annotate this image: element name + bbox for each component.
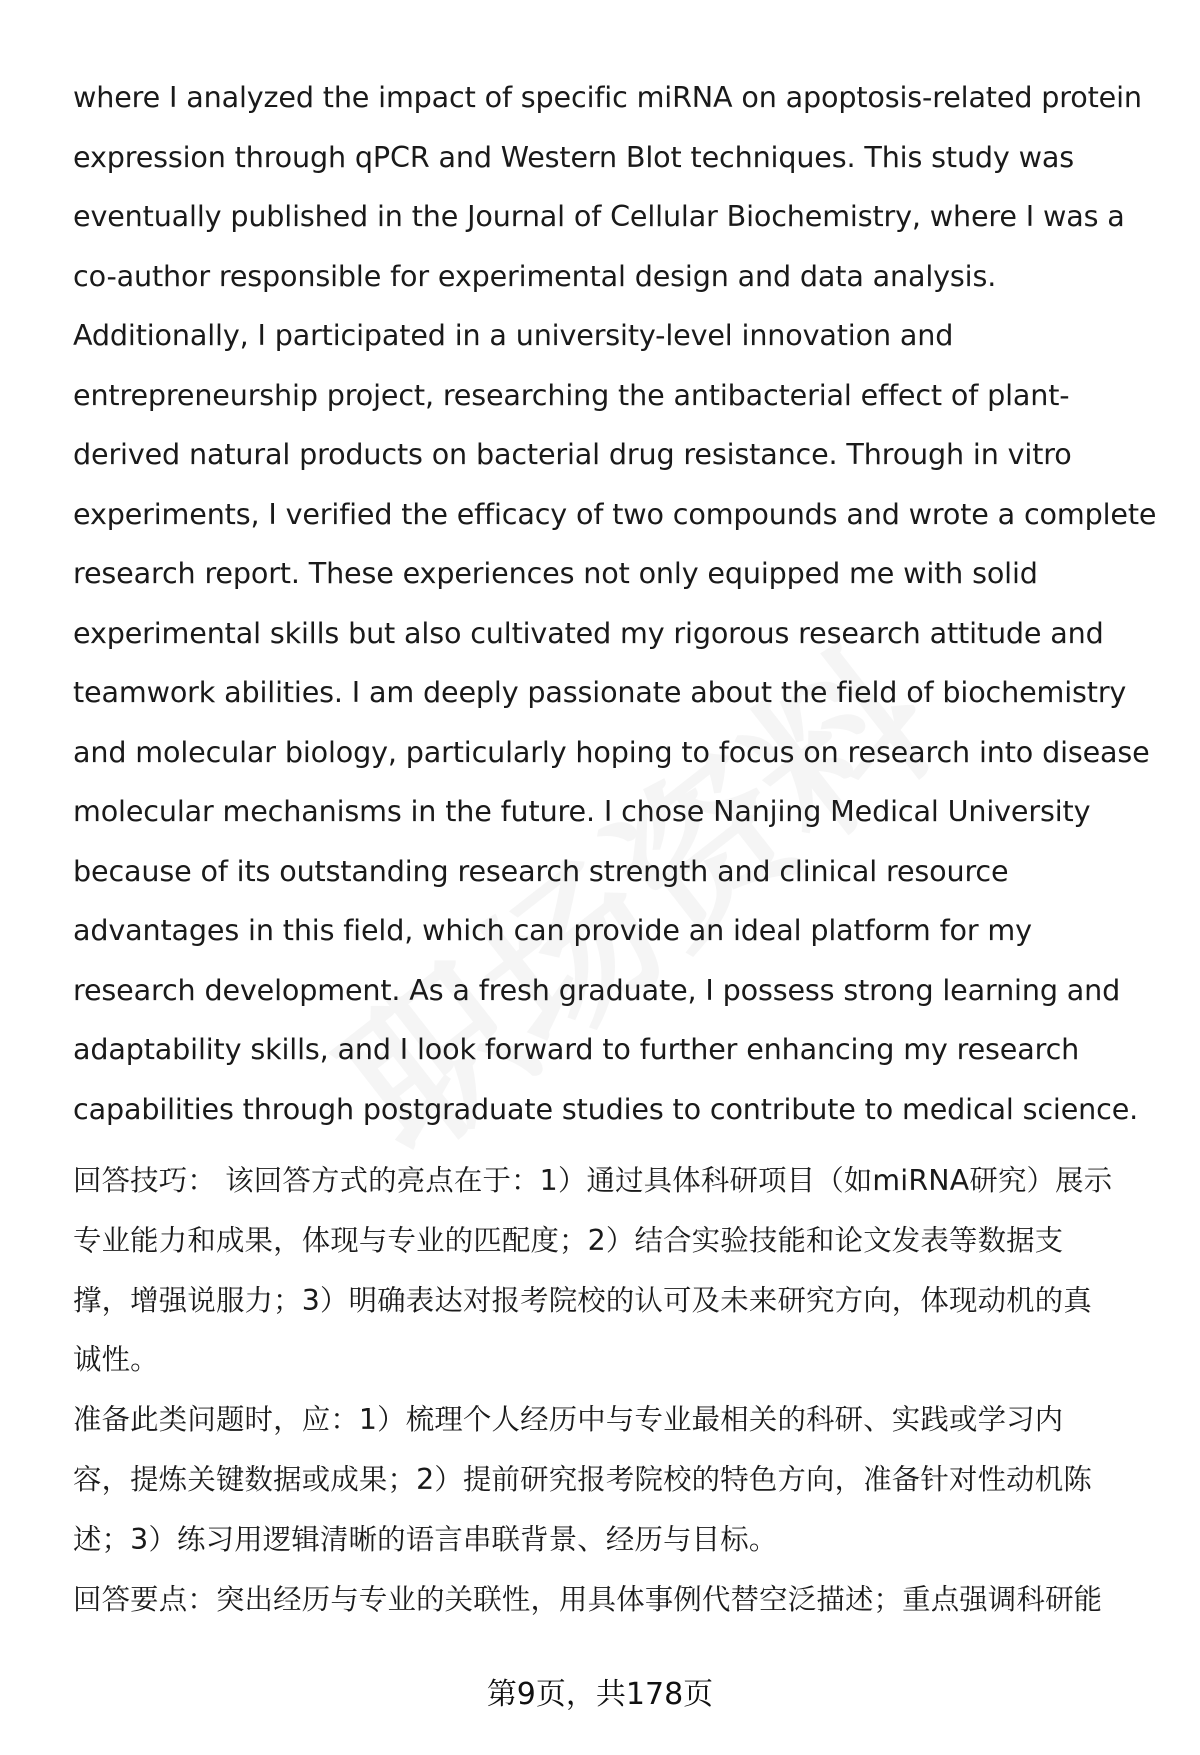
page-content bbox=[73, 68, 1163, 1629]
text-line: advantages in this field, which can provide an ideal platform for my bbox=[73, 913, 1032, 947]
text-line: derived natural products on bacterial drug resistance. Through in vitro bbox=[73, 437, 1072, 471]
preparation-line: 准备此类问题时，应：1）梳理个人经历中与专业最相关的科研、实践或学习内 bbox=[73, 1403, 1064, 1437]
text-line: Additionally, I participated in a university-level innovation and bbox=[73, 318, 954, 352]
preparation-line: 述；3）练习用逻辑清晰的语言串联背景、经历与目标。 bbox=[73, 1522, 778, 1556]
text-line: experimental skills but also cultivated my rigorous research attitude and bbox=[73, 615, 1104, 650]
preparation-line: 容，提炼关键数据或成果；2）提前研究报考院校的特色方向，准备针对性动机陈 bbox=[73, 1462, 1092, 1496]
page-number-footer: 第9页，共178页 bbox=[486, 1677, 714, 1712]
text-line: capabilities through postgraduate studies to contribute to medical science. bbox=[73, 1091, 1139, 1126]
answer-paragraph-en bbox=[73, 68, 1163, 1139]
text-line: eventually published in the Journal of Cellular Biochemistry, where I was a bbox=[73, 199, 1125, 233]
text-line: where I analyzed the impact of specific miRNA on apoptosis-related protein bbox=[73, 80, 1142, 114]
text-line: entrepreneurship project, researching the antibacterial effect of plant- bbox=[73, 377, 1070, 412]
text-line: co-author responsible for experimental design and data analysis. bbox=[73, 258, 997, 293]
text-line: research report. These experiences not only equipped me with solid bbox=[73, 556, 1038, 590]
tips-line: 专业能力和成果，体现与专业的匹配度；2）结合实验技能和论文发表等数据支 bbox=[73, 1223, 1064, 1257]
text-line: teamwork abilities. I am deeply passionate about the field of biochemistry bbox=[73, 675, 1127, 709]
tips-line: 撑，增强说服力；3）明确表达对报考院校的认可及未来研究方向，体现动机的真 bbox=[73, 1283, 1092, 1317]
answer-tips-section bbox=[73, 1151, 1163, 1629]
text-line: experiments, I verified the efficacy of two compounds and wrote a complete bbox=[73, 496, 1157, 531]
text-line: molecular mechanisms in the future. I chose Nanjing Medical University bbox=[73, 794, 1091, 828]
text-line: adaptability skills, and I look forward to further enhancing my research bbox=[73, 1032, 1080, 1066]
text-line: research development. As a fresh graduate, I possess strong learning and bbox=[73, 972, 1121, 1007]
text-line: because of its outstanding research strength and clinical resource bbox=[73, 853, 1009, 888]
tips-line: 诚性。 bbox=[73, 1343, 159, 1377]
key-points-line: 回答要点：突出经历与专业的关联性，用具体事例代替空泛描述；重点强调科研能 bbox=[73, 1582, 1103, 1616]
text-line: and molecular biology, particularly hoping to focus on research into disease bbox=[73, 734, 1150, 769]
text-line: expression through qPCR and Western Blot techniques. This study was bbox=[73, 139, 1074, 174]
tips-line: 回答技巧： 该回答方式的亮点在于：1）通过具体科研项目（如miRNA研究）展示 bbox=[73, 1164, 1113, 1197]
